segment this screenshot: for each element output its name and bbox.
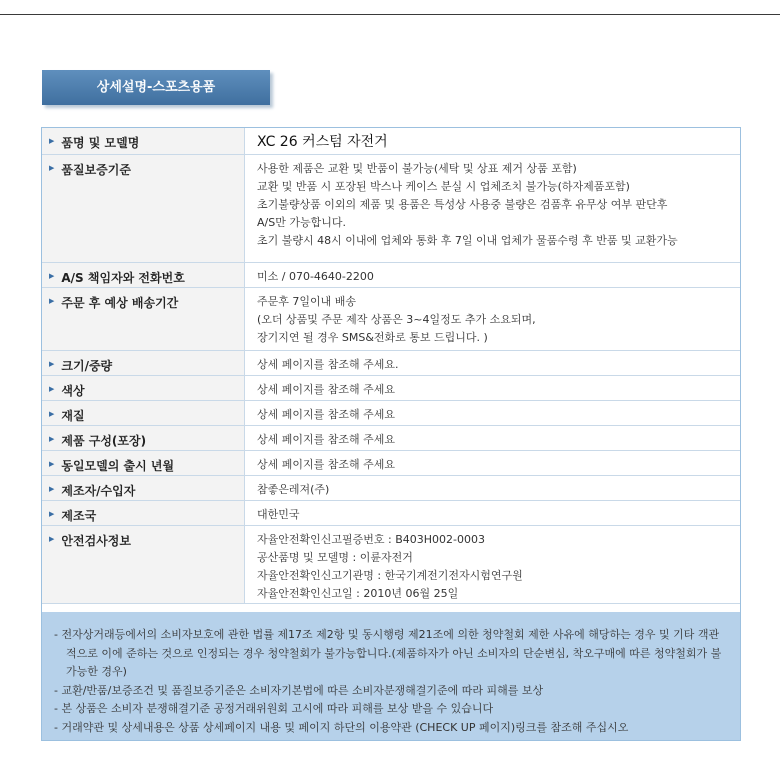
spec-label: 동일모델의 출시 년월 <box>61 458 175 473</box>
spec-value-cell <box>245 400 741 425</box>
spec-label: 안전검사정보 <box>61 533 131 548</box>
spec-value-line: 상세 페이지를 참조해 주세요. <box>257 357 399 371</box>
spec-value-line: 상세 페이지를 참조해 주세요 <box>257 432 396 446</box>
spec-value-line: 자율안전확인신고일 : 2010년 06월 25일 <box>257 586 459 600</box>
spec-value-cell <box>245 154 741 262</box>
spec-label: 품질보증기준 <box>61 162 131 177</box>
spec-value-line: 상세 페이지를 참조해 주세요 <box>257 382 396 396</box>
spec-label: 크기/중량 <box>61 358 113 373</box>
spec-value-cell <box>245 425 741 450</box>
spec-label: 주문 후 예상 배송기간 <box>61 295 179 310</box>
spec-row <box>42 525 740 603</box>
notice-list <box>42 612 740 737</box>
notice-item: - 본 상품은 소비자 분쟁해결기준 공정거래위원회 고시에 따라 피해를 보상 받을 수 있습니다 <box>54 702 494 715</box>
spec-value-line: 자율안전확인신고필증번호 : B403H002-0003 <box>257 532 485 546</box>
spec-value-line: 상세 페이지를 참조해 주세요 <box>257 407 396 421</box>
spec-value-line: 교환 및 반품 시 포장된 박스나 케이스 분실 시 업체조치 불가능(하자제품포함) <box>257 179 630 193</box>
bullet-arrow-icon: ▶ <box>49 409 55 418</box>
spec-value-line: 공산품명 및 모델명 : 이륜자전거 <box>257 550 413 564</box>
spec-label-cell <box>42 350 245 375</box>
spec-value-line: 초기 불량시 48시 이내에 업체와 통화 후 7일 이내 업체가 물품수령 후 반품 및 교환가능 <box>257 233 678 247</box>
bullet-arrow-icon: ▶ <box>49 271 55 280</box>
bullet-arrow-icon: ▶ <box>49 137 55 145</box>
spec-value-cell <box>245 525 741 603</box>
bullet-arrow-icon: ▶ <box>49 484 55 493</box>
spec-label: 제품 구성(포장) <box>61 433 147 448</box>
spec-value-line: A/S만 가능합니다. <box>257 215 346 229</box>
bullet-arrow-icon: ▶ <box>49 509 55 518</box>
bullet-arrow-icon: ▶ <box>49 296 55 305</box>
spec-table <box>42 128 740 604</box>
spec-row <box>42 287 740 350</box>
notice-item: - 거래약관 및 상세내용은 상품 상세페이지 내용 및 페이지 하단의 이용약관 (CHECK UP 페이지)링크를 참조해 주십시오 <box>54 720 629 734</box>
bullet-arrow-icon: ▶ <box>49 359 55 368</box>
spec-label-cell <box>42 425 245 450</box>
spec-value-cell <box>245 375 741 400</box>
spec-row <box>42 500 740 525</box>
spec-value-cell <box>245 128 741 154</box>
notice-item: - 교환/반품/보증조건 및 품질보증기준은 소비자기본법에 따른 소비자분쟁해결기준에 따라 피해를 보상 <box>54 683 544 697</box>
spec-value-line: 자율안전확인신고기관명 : 한국기계전기전자시험연구원 <box>257 568 523 582</box>
spec-row <box>42 262 740 287</box>
spec-label: 제조자/수입자 <box>61 483 136 498</box>
spec-label-cell <box>42 500 245 525</box>
spec-value-cell <box>245 350 741 375</box>
spec-row <box>42 128 740 154</box>
spec-row <box>42 350 740 375</box>
spec-value-cell <box>245 262 741 287</box>
spec-label: 제조국 <box>61 508 97 523</box>
spec-label-cell <box>42 475 245 500</box>
spec-label-cell <box>42 262 245 287</box>
spec-value-line: 미소 / 070-4640-2200 <box>257 269 374 283</box>
spec-row <box>42 400 740 425</box>
bullet-arrow-icon: ▶ <box>49 163 55 172</box>
spec-label-cell <box>42 154 245 262</box>
spec-label: 색상 <box>61 383 85 398</box>
bullet-arrow-icon: ▶ <box>49 534 55 543</box>
spec-value-line: 참좋은레져(주) <box>257 482 330 496</box>
spec-value-line: XC 26 커스텀 자전거 <box>257 134 388 150</box>
bullet-arrow-icon: ▶ <box>49 434 55 443</box>
spec-value-line: 초기불량상품 이외의 제품 및 용품은 특성상 사용중 불량은 검품후 유무상 여부 판단후 <box>257 197 668 211</box>
spec-row <box>42 475 740 500</box>
spec-row <box>42 425 740 450</box>
notice-item: - 전자상거래등에서의 소비자보호에 관한 법률 제17조 제2항 및 동시행령 제21조에 의한 청약철회 제한 사유에 해당하는 경우 및 기타 객관적으로 이에 준하는 것으로 인정되는 경우 청약철회가 불가능합니다.(제품하자가 아닌 소비자의 단순변심, 착오구매에 따른 청약철회가 불가능한 경우) <box>54 628 722 678</box>
spec-value-cell <box>245 500 741 525</box>
spec-row <box>42 154 740 262</box>
spec-value-cell <box>245 287 741 350</box>
spec-label-cell <box>42 450 245 475</box>
spec-value-line: (오더 상품및 주문 제작 상품은 3~4일정도 추가 소요되며, <box>257 312 536 326</box>
section-title-tab: 상세설명-스포츠용품 <box>42 70 270 105</box>
spec-value-line: 사용한 제품은 교환 및 반품이 불가능(세탁 및 상표 제거 상품 포함) <box>257 161 577 175</box>
spec-label-cell <box>42 375 245 400</box>
spec-row <box>42 375 740 400</box>
spec-value-line: 대한민국 <box>257 507 300 521</box>
spec-value-line: 장기지연 될 경우 SMS&전화로 통보 드립니다. ) <box>257 330 488 344</box>
spec-label: 재질 <box>61 408 85 423</box>
top-divider <box>0 14 780 15</box>
spec-label-cell <box>42 287 245 350</box>
bullet-arrow-icon: ▶ <box>49 384 55 393</box>
spec-value-line: 상세 페이지를 참조해 주세요 <box>257 457 396 471</box>
spec-label: 품명 및 모델명 <box>61 136 140 150</box>
notice-box <box>42 612 740 740</box>
spec-label: A/S 책임자와 전화번호 <box>61 270 185 285</box>
spec-value-cell <box>245 475 741 500</box>
spec-row <box>42 450 740 475</box>
spec-label-cell <box>42 525 245 603</box>
spec-value-cell <box>245 450 741 475</box>
bullet-arrow-icon: ▶ <box>49 459 55 468</box>
spec-value-line: 주문후 7일이내 배송 <box>257 294 356 308</box>
spec-label-cell <box>42 400 245 425</box>
spec-label-cell <box>42 128 245 154</box>
